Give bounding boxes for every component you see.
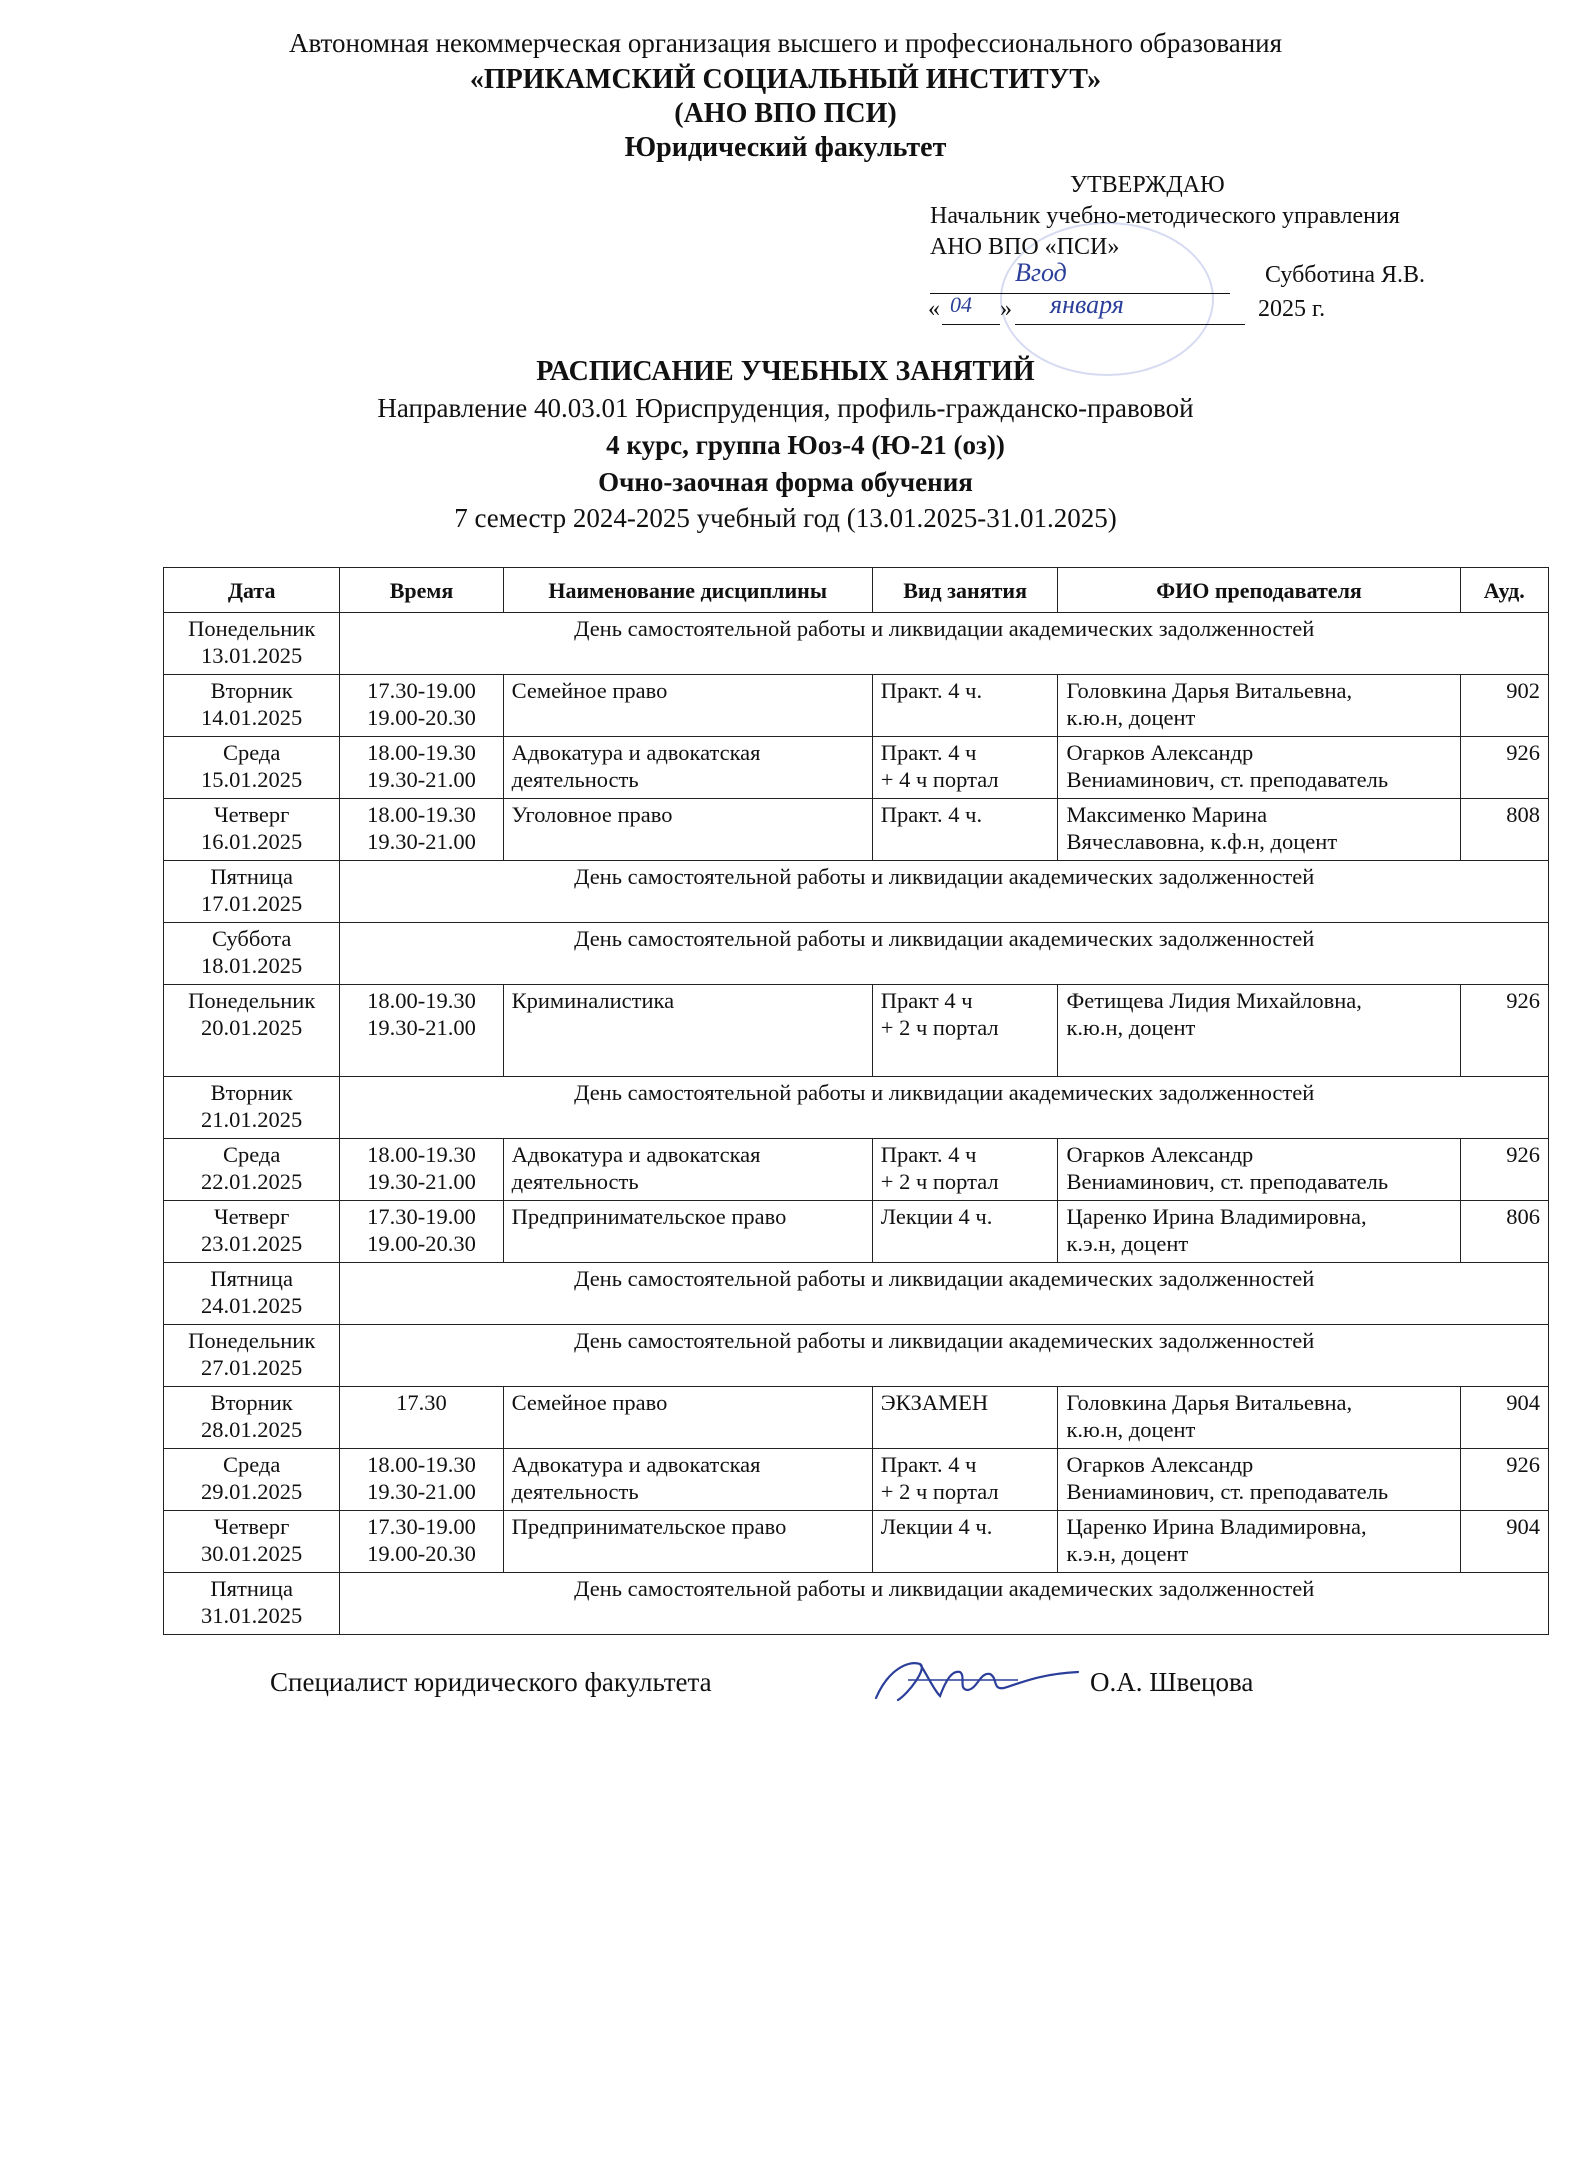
subject-cell (503, 675, 872, 737)
cell-line: Вениаминович, ст. преподаватель (1066, 767, 1389, 792)
cell-line: Уголовное право (511, 802, 673, 827)
table-row (164, 1449, 1549, 1511)
weekday: Среда (222, 1142, 281, 1167)
cell-line: Огарков Александр (1066, 1452, 1254, 1477)
weekday: Среда (222, 740, 281, 765)
room-cell: 926 (1460, 737, 1548, 799)
teacher-cell (1058, 799, 1460, 861)
time-cell (340, 1201, 503, 1263)
cell-line: к.э.н, доцент (1066, 1231, 1189, 1256)
cell-line: Семейное право (511, 678, 668, 703)
teacher-cell (1058, 1511, 1460, 1573)
cell-line: 19.30-21.00 (367, 1479, 476, 1504)
cell-line: Практ. 4 ч. (880, 678, 983, 703)
self-study-note: День самостоятельной работы и ликвидации академических задолженностей (340, 1263, 1549, 1325)
time-cell (340, 985, 503, 1077)
cell-line: Вячеславовна, к.ф.н, доцент (1066, 829, 1338, 854)
cell-line: 17.30-19.00 (367, 678, 476, 703)
date-year: 2025 г. (1258, 296, 1326, 322)
cell-line: Фетищева Лидия Михайловна, (1066, 988, 1362, 1013)
cell-line: Головкина Дарья Витальевна, (1066, 1390, 1353, 1415)
subject-cell (503, 737, 872, 799)
course-group: 4 курс, группа Юоз-4 (Ю-21 (оз)) (606, 430, 1005, 460)
cell-line: 19.00-20.30 (367, 705, 476, 730)
date: 31.01.2025 (201, 1603, 303, 1628)
room-cell: 902 (1460, 675, 1548, 737)
cell-line: Криминалистика (511, 988, 675, 1013)
study-form: Очно-заочная форма обучения (598, 467, 973, 497)
cell-line: к.э.н, доцент (1066, 1541, 1189, 1566)
date-cell (164, 1077, 340, 1139)
weekday: Пятница (210, 864, 293, 889)
cell-line: 19.00-20.30 (367, 1541, 476, 1566)
cell-line: Вениаминович, ст. преподаватель (1066, 1479, 1389, 1504)
cell-line: 18.00-19.30 (367, 740, 476, 765)
type-cell (872, 799, 1058, 861)
cell-line: Головкина Дарья Витальевна, (1066, 678, 1353, 703)
date-open-quote: « (928, 296, 940, 322)
subject-cell (503, 799, 872, 861)
room-cell: 904 (1460, 1387, 1548, 1449)
date-cell (164, 799, 340, 861)
type-cell (872, 1139, 1058, 1201)
weekday: Понедельник (188, 988, 316, 1013)
date-cell (164, 675, 340, 737)
approver-org: АНО ВПО «ПСИ» (930, 234, 1120, 260)
approve-label: УТВЕРЖДАЮ (1070, 172, 1225, 198)
weekday: Четверг (213, 1514, 290, 1539)
weekday: Вторник (210, 678, 293, 703)
type-cell (872, 675, 1058, 737)
self-study-note: День самостоятельной работы и ликвидации академических задолженностей (340, 1325, 1549, 1387)
approver-position: Начальник учебно-методического управления (930, 203, 1400, 229)
header-time: Время (340, 568, 503, 613)
subject-cell (503, 1201, 872, 1263)
self-study-note: День самостоятельной работы и ликвидации академических задолженностей (340, 923, 1549, 985)
weekday: Вторник (210, 1390, 293, 1415)
date-day: 04 (950, 292, 972, 317)
weekday: Пятница (210, 1576, 293, 1601)
room-cell: 904 (1460, 1511, 1548, 1573)
date-cell (164, 613, 340, 675)
cell-line: Максименко Марина (1066, 802, 1268, 827)
teacher-cell (1058, 1449, 1460, 1511)
table-row (164, 1139, 1549, 1201)
self-study-note: День самостоятельной работы и ликвидации академических задолженностей (340, 613, 1549, 675)
teacher-cell (1058, 737, 1460, 799)
cell-line: Предпринимательское право (511, 1204, 787, 1229)
table-row (164, 1077, 1549, 1139)
table-row (164, 861, 1549, 923)
weekday: Понедельник (188, 616, 316, 641)
cell-line: Практ. 4 ч (880, 1142, 977, 1167)
self-study-note: День самостоятельной работы и ликвидации академических задолженностей (340, 1077, 1549, 1139)
cell-line: Практ. 4 ч (880, 1452, 977, 1477)
cell-line: Адвокатура и адвокатская (511, 1452, 761, 1477)
teacher-cell (1058, 675, 1460, 737)
self-study-note: День самостоятельной работы и ликвидации академических задолженностей (340, 1573, 1549, 1635)
cell-line: 18.00-19.30 (367, 1452, 476, 1477)
date-cell (164, 923, 340, 985)
type-cell (872, 1449, 1058, 1511)
direction: Направление 40.03.01 Юриспруденция, профиль-гражданско-правовой (377, 393, 1194, 423)
cell-line: деятельность (511, 1169, 639, 1194)
date: 20.01.2025 (201, 1015, 303, 1040)
time-cell (340, 1449, 503, 1511)
table-row (164, 985, 1549, 1077)
table-row (164, 1201, 1549, 1263)
cell-line: + 2 ч портал (880, 1169, 999, 1194)
cell-line: + 2 ч портал (880, 1479, 999, 1504)
date-cell (164, 1573, 340, 1635)
date: 22.01.2025 (201, 1169, 303, 1194)
table-header-row (164, 568, 1549, 613)
header-type: Вид занятия (872, 568, 1058, 613)
weekday: Суббота (211, 926, 292, 951)
teacher-cell (1058, 985, 1460, 1077)
date: 24.01.2025 (201, 1293, 303, 1318)
table-row (164, 923, 1549, 985)
cell-line: деятельность (511, 767, 639, 792)
type-cell (872, 737, 1058, 799)
footer-position: Специалист юридического факультета (270, 1667, 712, 1697)
subject-cell (503, 985, 872, 1077)
cell-line: к.ю.н, доцент (1066, 1015, 1196, 1040)
cell-line: Адвокатура и адвокатская (511, 740, 761, 765)
cell-line: Огарков Александр (1066, 740, 1254, 765)
cell-line: Практ 4 ч (880, 988, 973, 1013)
date-cell (164, 1449, 340, 1511)
cell-line: 19.00-20.30 (367, 1231, 476, 1256)
schedule-title: РАСПИСАНИЕ УЧЕБНЫХ ЗАНЯТИЙ (536, 356, 1035, 387)
table-row (164, 675, 1549, 737)
cell-line: Семейное право (511, 1390, 668, 1415)
date: 17.01.2025 (201, 891, 303, 916)
cell-line: 19.30-21.00 (367, 1169, 476, 1194)
date: 18.01.2025 (201, 953, 303, 978)
subject-cell (503, 1139, 872, 1201)
semester: 7 семестр 2024-2025 учебный год (13.01.2025-31.01.2025) (454, 503, 1117, 533)
header-teacher: ФИО преподавателя (1058, 568, 1460, 613)
date: 15.01.2025 (201, 767, 303, 792)
time-cell (340, 1511, 503, 1573)
date-cell (164, 861, 340, 923)
teacher-cell (1058, 1201, 1460, 1263)
type-cell (872, 1511, 1058, 1573)
date-cell (164, 1387, 340, 1449)
cell-line: ЭКЗАМЕН (880, 1390, 989, 1415)
cell-line: 18.00-19.30 (367, 988, 476, 1013)
subject-cell (503, 1449, 872, 1511)
cell-line: к.ю.н, доцент (1066, 705, 1196, 730)
date: 30.01.2025 (201, 1541, 303, 1566)
date-cell (164, 1263, 340, 1325)
room-cell: 926 (1460, 985, 1548, 1077)
type-cell (872, 1201, 1058, 1263)
table-row (164, 1325, 1549, 1387)
cell-line: Лекции 4 ч. (880, 1514, 993, 1539)
table-row (164, 1387, 1549, 1449)
cell-line: Огарков Александр (1066, 1142, 1254, 1167)
institute-name: «ПРИКАМСКИЙ СОЦИАЛЬНЫЙ ИНСТИТУТ» (469, 64, 1102, 95)
cell-line: 19.30-21.00 (367, 767, 476, 792)
cell-line: Адвокатура и адвокатская (511, 1142, 761, 1167)
date: 29.01.2025 (201, 1479, 303, 1504)
date: 14.01.2025 (201, 705, 303, 730)
org-name: Автономная некоммерческая организация высшего и профессионального образования (288, 28, 1283, 58)
cell-line: + 2 ч портал (880, 1015, 999, 1040)
weekday: Пятница (210, 1266, 293, 1291)
date: 21.01.2025 (201, 1107, 303, 1132)
date: 28.01.2025 (201, 1417, 303, 1442)
cell-line: Царенко Ирина Владимировна, (1066, 1204, 1367, 1229)
weekday: Четверг (213, 802, 290, 827)
cell-line: Практ. 4 ч (880, 740, 977, 765)
header-subject: Наименование дисциплины (503, 568, 872, 613)
header-date: Дата (164, 568, 340, 613)
institute-abbr: (АНО ВПО ПСИ) (674, 98, 897, 129)
room-cell: 806 (1460, 1201, 1548, 1263)
table-row (164, 1263, 1549, 1325)
cell-line: Практ. 4 ч. (880, 802, 983, 827)
type-cell (872, 985, 1058, 1077)
cell-line: 18.00-19.30 (367, 802, 476, 827)
schedule-table (163, 567, 1549, 1635)
cell-line: Вениаминович, ст. преподаватель (1066, 1169, 1389, 1194)
teacher-cell (1058, 1387, 1460, 1449)
date-cell (164, 737, 340, 799)
cell-line: 17.30-19.00 (367, 1204, 476, 1229)
cell-line: 18.00-19.30 (367, 1142, 476, 1167)
date-cell (164, 1139, 340, 1201)
cell-line: Царенко Ирина Владимировна, (1066, 1514, 1367, 1539)
room-cell: 926 (1460, 1449, 1548, 1511)
approver-name: Субботина Я.В. (1265, 262, 1426, 288)
date-cell (164, 985, 340, 1077)
table-row (164, 613, 1549, 675)
time-cell (340, 1387, 503, 1449)
date-close-quote: » (1000, 296, 1012, 322)
room-cell: 926 (1460, 1139, 1548, 1201)
self-study-note: День самостоятельной работы и ликвидации академических задолженностей (340, 861, 1549, 923)
date-cell (164, 1201, 340, 1263)
faculty-name: Юридический факультет (624, 132, 947, 163)
date-month-line (1015, 324, 1245, 325)
cell-line: 19.30-21.00 (367, 829, 476, 854)
time-cell (340, 1139, 503, 1201)
date: 23.01.2025 (201, 1231, 303, 1256)
footer-name: О.А. Швецова (1090, 1667, 1254, 1697)
date-month: января (1050, 290, 1124, 319)
time-cell (340, 799, 503, 861)
teacher-cell (1058, 1139, 1460, 1201)
date-cell (164, 1511, 340, 1573)
weekday: Среда (222, 1452, 281, 1477)
cell-line: + 4 ч портал (880, 767, 999, 792)
date: 13.01.2025 (201, 643, 303, 668)
cell-line: 17.30-19.00 (367, 1514, 476, 1539)
date-cell (164, 1325, 340, 1387)
weekday: Понедельник (188, 1328, 316, 1353)
time-cell (340, 737, 503, 799)
cell-line: 17.30 (396, 1390, 447, 1415)
specialist-signature (868, 1650, 1083, 1710)
weekday: Четверг (213, 1204, 290, 1229)
table-row (164, 1573, 1549, 1635)
header-room: Ауд. (1460, 568, 1548, 613)
cell-line: 19.30-21.00 (367, 1015, 476, 1040)
subject-cell (503, 1387, 872, 1449)
date-day-line (942, 324, 1000, 325)
cell-line: деятельность (511, 1479, 639, 1504)
subject-cell (503, 1511, 872, 1573)
cell-line: Предпринимательское право (511, 1514, 787, 1539)
table-row (164, 799, 1549, 861)
cell-line: к.ю.н, доцент (1066, 1417, 1196, 1442)
approval-block (930, 170, 1400, 263)
table-row (164, 737, 1549, 799)
date: 27.01.2025 (201, 1355, 303, 1380)
type-cell (872, 1387, 1058, 1449)
time-cell (340, 675, 503, 737)
room-cell: 808 (1460, 799, 1548, 861)
cell-line: Лекции 4 ч. (880, 1204, 993, 1229)
date: 16.01.2025 (201, 829, 303, 854)
approver-signature: Вгод (1015, 258, 1067, 287)
table-row (164, 1511, 1549, 1573)
weekday: Вторник (210, 1080, 293, 1105)
